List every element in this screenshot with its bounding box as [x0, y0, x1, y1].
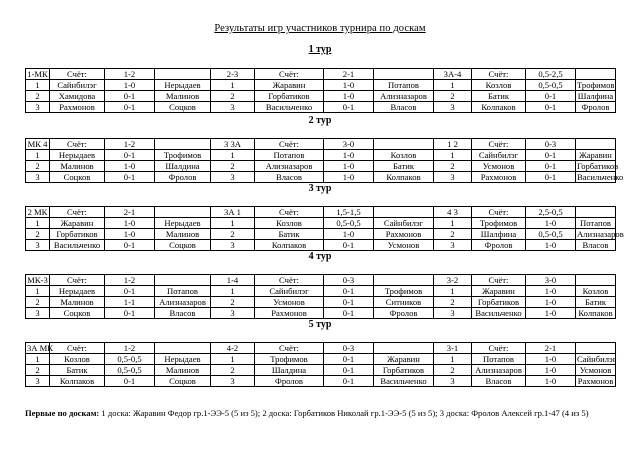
board-row: [26, 240, 616, 251]
game-result: 0-1: [105, 172, 155, 183]
player-white: Власов: [255, 172, 324, 183]
score-label: Счёт:: [255, 275, 324, 286]
player-white: Потапов: [255, 150, 324, 161]
score-label: Счёт:: [472, 275, 526, 286]
game-result: 1-0: [324, 172, 374, 183]
game-result: 1-0: [526, 365, 576, 376]
board-number: 1: [26, 354, 50, 365]
team-pair: 4-2: [211, 343, 255, 354]
game-result: 0,5-0,5: [526, 80, 576, 91]
round-label: 5 тур: [308, 319, 332, 330]
board-number: 1: [26, 80, 50, 91]
team-pair: 3А 1: [211, 207, 255, 218]
empty-cell: [374, 139, 434, 150]
match-score: 2-1: [324, 69, 374, 80]
board-number: 2: [434, 229, 472, 240]
match-score: 1-2: [105, 69, 155, 80]
player-white: Колпаков: [50, 376, 105, 387]
player-black: Рахмонов: [374, 229, 434, 240]
match-score: 0,5-2,5: [526, 69, 576, 80]
score-label: Счёт:: [472, 69, 526, 80]
board-row: [26, 102, 616, 113]
game-result: 1-0: [105, 161, 155, 172]
game-result: 1-0: [526, 240, 576, 251]
player-black: Колпаков: [576, 308, 616, 319]
game-result: 0-1: [526, 172, 576, 183]
player-white: Колпаков: [472, 102, 526, 113]
player-black: Соцков: [155, 376, 211, 387]
board-row: [26, 297, 616, 308]
player-black: Жаравин: [576, 150, 616, 161]
match-score: 0-3: [324, 275, 374, 286]
player-white: Рахмонов: [255, 308, 324, 319]
player-white: Власов: [472, 376, 526, 387]
empty-cell: [374, 69, 434, 80]
player-white: Потапов: [472, 354, 526, 365]
game-result: 0-1: [324, 365, 374, 376]
board-number: 2: [26, 297, 50, 308]
board-row: [26, 218, 616, 229]
game-result: 1-0: [324, 229, 374, 240]
game-result: 0-1: [105, 376, 155, 387]
player-white: Сайнбилэг: [472, 150, 526, 161]
player-white: Сайнбилэг: [50, 80, 105, 91]
empty-cell: [155, 69, 211, 80]
player-black: Батик: [374, 161, 434, 172]
score-label: Счёт:: [472, 343, 526, 354]
board-number: 3: [211, 308, 255, 319]
board-number: 2: [26, 161, 50, 172]
game-result: 1-0: [526, 376, 576, 387]
player-black: Батик: [576, 297, 616, 308]
board-number: 3: [434, 376, 472, 387]
game-result: 1-0: [526, 297, 576, 308]
player-black: Власов: [155, 308, 211, 319]
player-black: Жаравин: [374, 354, 434, 365]
board-row: [26, 91, 616, 102]
match-score: 1-2: [105, 343, 155, 354]
player-white: Васильченко: [255, 102, 324, 113]
player-white: Трофимов: [255, 354, 324, 365]
empty-cell: [155, 207, 211, 218]
board-number: 1: [434, 286, 472, 297]
empty-cell: [576, 139, 616, 150]
board-number: 1: [434, 354, 472, 365]
board-number: 2: [26, 365, 50, 376]
board-number: 2: [434, 91, 472, 102]
empty-cell: [374, 275, 434, 286]
game-result: 0-1: [324, 376, 374, 387]
player-white: Усмонов: [255, 297, 324, 308]
game-result: 0-1: [526, 161, 576, 172]
board-number: 2: [211, 229, 255, 240]
player-black: Колпаков: [374, 172, 434, 183]
game-result: 1-0: [324, 80, 374, 91]
board-number: 1: [434, 80, 472, 91]
footer-lead: Первые по доскам:: [25, 408, 100, 418]
game-result: 1-0: [526, 218, 576, 229]
player-white: Усмонов: [472, 161, 526, 172]
game-result: 0-1: [526, 102, 576, 113]
game-result: 0-1: [105, 102, 155, 113]
team-pair: 1 2: [434, 139, 472, 150]
score-label: Счёт:: [50, 207, 105, 218]
player-white: Шалдина: [255, 365, 324, 376]
player-white: Козлов: [255, 218, 324, 229]
footer-text: 1 доска: Жаравин Федор гр.1-ЭЭ-5 (5 из 5); 2 доска: Горбатиков Николай гр.1-ЭЭ-5 (5 из 5); 3 доска: Фролов Алексей гр.1-47 (4 из 5): [99, 408, 589, 418]
board-number: 2: [211, 297, 255, 308]
player-white: Ализназаров: [472, 365, 526, 376]
board-row: [26, 80, 616, 91]
player-black: Трофимов: [577, 80, 615, 90]
player-black: Горбатиков: [374, 365, 434, 376]
board-number: 1: [26, 218, 50, 229]
board-number: 3: [434, 102, 472, 113]
player-white: Фролов: [472, 240, 526, 251]
team-pair: 4 3: [434, 207, 472, 218]
team-pair: 3-2: [434, 275, 472, 286]
player-black: Фролов: [374, 308, 434, 319]
player-black: Соцков: [155, 102, 211, 113]
team-pair: МК 4: [26, 139, 50, 150]
player-black: Фролов: [576, 102, 616, 113]
board-number: 3: [26, 376, 50, 387]
empty-cell: [576, 69, 616, 80]
board-number: 3: [434, 172, 472, 183]
board-number: 2: [26, 229, 50, 240]
empty-cell: [155, 139, 211, 150]
team-pair: 1-МК: [27, 69, 48, 79]
match-score: 3-0: [526, 275, 576, 286]
empty-cell: [155, 275, 211, 286]
score-label: Счёт:: [50, 69, 105, 80]
round-label: 2 тур: [308, 115, 332, 126]
team-pair: 2 МК: [26, 207, 50, 218]
round-label: 4 тур: [308, 251, 332, 262]
board-number: 3: [434, 308, 472, 319]
team-pair: 3А-4: [434, 69, 472, 80]
board-number: 1: [211, 150, 255, 161]
game-result: 0-1: [526, 91, 576, 102]
empty-cell: [576, 275, 616, 286]
player-white: Батик: [50, 365, 105, 376]
game-result: 0-1: [105, 91, 155, 102]
board-row: [26, 172, 616, 183]
match-score: 0-3: [526, 139, 576, 150]
empty-cell: [155, 343, 211, 354]
player-black: Соцков: [155, 240, 211, 251]
board-number: 2: [26, 91, 50, 102]
game-result: 0,5-0,5: [526, 229, 576, 240]
match-score: 2-1: [526, 343, 576, 354]
empty-cell: [576, 343, 616, 354]
player-white: Васильченко: [50, 240, 105, 251]
player-white: Нерыдаев: [50, 286, 105, 297]
board-number: 1: [26, 150, 50, 161]
player-white: Рахмонов: [472, 172, 526, 183]
round-label: 3 тур: [308, 183, 332, 194]
player-black: Потапов: [576, 218, 616, 229]
round-results-table: [25, 342, 616, 387]
player-white: Васильченко: [472, 308, 526, 319]
player-black: Власов: [576, 240, 616, 251]
player-black: Шалдина: [155, 161, 211, 172]
board-number: 1: [211, 354, 255, 365]
player-white: Жаравин: [255, 80, 324, 91]
player-black: Фролов: [155, 172, 211, 183]
game-result: 0,5-0,5: [324, 218, 374, 229]
game-result: 0-1: [526, 150, 576, 161]
player-white: Шалфина: [472, 229, 526, 240]
document-title: Результаты игр участников турнира по доскам: [214, 23, 426, 34]
player-white: Нерыдаев: [50, 150, 105, 161]
score-label: Счёт:: [50, 275, 105, 286]
game-result: 1-1: [105, 297, 155, 308]
game-result: 0-1: [324, 286, 374, 297]
board-number: 1: [434, 150, 472, 161]
player-black: Ализназаров: [577, 229, 624, 239]
game-result: 0-1: [105, 308, 155, 319]
player-white: Хамидова: [50, 91, 105, 102]
player-black: Козлов: [374, 150, 434, 161]
game-result: 0-1: [324, 102, 374, 113]
board-number: 3: [211, 240, 255, 251]
board-row: [26, 286, 616, 297]
game-result: 0-1: [324, 297, 374, 308]
board-number: 3: [211, 376, 255, 387]
score-label: Счёт:: [255, 139, 324, 150]
board-row: [26, 365, 616, 376]
board-number: 1: [211, 218, 255, 229]
game-result: 0-1: [324, 354, 374, 365]
player-white: Фролов: [255, 376, 324, 387]
round-label: 1 тур: [308, 44, 332, 55]
game-result: 0,5-0,5: [105, 365, 155, 376]
board-number: 1: [26, 286, 50, 297]
board-number: 1: [434, 218, 472, 229]
board-number: 3: [26, 240, 50, 251]
board-row: [26, 376, 616, 387]
player-white: Козлов: [50, 354, 105, 365]
player-white: Жаравин: [50, 218, 105, 229]
game-result: 1-0: [324, 161, 374, 172]
player-white: Батик: [255, 229, 324, 240]
match-score: 1,5-1,5: [324, 207, 374, 218]
team-pair: 3 3А: [211, 139, 255, 150]
game-result: 1-0: [105, 229, 155, 240]
player-black: Козлов: [576, 286, 616, 297]
player-black: Нерыдаев: [155, 80, 211, 91]
game-result: 0-1: [105, 150, 155, 161]
player-black: Власов: [374, 102, 434, 113]
player-black: Сайнбилэг: [374, 218, 434, 229]
player-white: Жаравин: [472, 286, 526, 297]
player-white: Сайнбилэг: [255, 286, 324, 297]
board-number: 1: [211, 80, 255, 91]
board-number: 1: [211, 286, 255, 297]
score-label: Счёт:: [255, 343, 324, 354]
player-black: Усмонов: [374, 240, 434, 251]
player-black: Трофимов: [155, 150, 211, 161]
board-number: 3: [26, 308, 50, 319]
round-results-table: [25, 68, 616, 113]
match-score: 1-2: [105, 275, 155, 286]
board-number: 3: [211, 172, 255, 183]
board-row: [26, 161, 616, 172]
board-row: [26, 354, 616, 365]
match-score: 2-1: [105, 207, 155, 218]
board-number: 2: [434, 365, 472, 376]
player-black: Сайнбилэг: [577, 354, 617, 364]
score-label: Счёт:: [472, 207, 526, 218]
player-white: Трофимов: [472, 218, 526, 229]
team-pair: 3А МК: [27, 343, 54, 353]
first-by-boards-footer: [25, 408, 615, 419]
board-number: 3: [211, 102, 255, 113]
player-white: Козлов: [472, 80, 526, 91]
match-score: 2,5-0,5: [526, 207, 576, 218]
player-white: Батик: [472, 91, 526, 102]
match-score: 0-3: [324, 343, 374, 354]
player-black: Малинов: [155, 365, 211, 376]
team-pair: 1-4: [211, 275, 255, 286]
game-result: 1-0: [105, 80, 155, 91]
board-number: 2: [211, 161, 255, 172]
player-black: Малинов: [155, 91, 211, 102]
score-label: Счёт:: [50, 139, 105, 150]
player-white: Горбатиков: [472, 297, 526, 308]
board-row: [26, 150, 616, 161]
team-pair: 3-1: [434, 343, 472, 354]
player-black: Потапов: [374, 80, 434, 91]
board-number: 2: [434, 297, 472, 308]
player-white: Соцков: [50, 172, 105, 183]
player-white: Колпаков: [255, 240, 324, 251]
player-white: Горбатиков: [50, 229, 105, 240]
game-result: 1-0: [526, 354, 576, 365]
player-white: Ализназаров: [255, 161, 324, 172]
board-number: 3: [434, 240, 472, 251]
player-black: Горбатиков: [577, 161, 619, 171]
player-white: Малинов: [50, 297, 105, 308]
board-number: 2: [211, 91, 255, 102]
board-number: 3: [26, 102, 50, 113]
player-black: Рахмонов: [576, 376, 616, 387]
player-black: Ализназаров: [155, 297, 211, 308]
player-black: Нерыдаев: [155, 218, 211, 229]
score-label: Счёт:: [50, 343, 105, 354]
game-result: 0-1: [105, 240, 155, 251]
score-label: Счёт:: [472, 139, 526, 150]
round-results-table: [25, 206, 624, 251]
game-result: 0-1: [105, 286, 155, 297]
board-row: [26, 308, 616, 319]
player-black: Шалфина: [576, 91, 616, 102]
team-pair: 2-3: [211, 69, 255, 80]
player-white: Рахмонов: [50, 102, 105, 113]
board-number: 2: [434, 161, 472, 172]
player-black: Васильченко: [577, 172, 624, 182]
player-white: Горбатиков: [255, 91, 324, 102]
score-label: Счёт:: [255, 69, 324, 80]
round-results-table: [25, 274, 616, 319]
game-result: 1-0: [324, 91, 374, 102]
game-result: 1-0: [526, 286, 576, 297]
player-black: Нерыдаев: [155, 354, 211, 365]
empty-cell: [374, 207, 434, 218]
game-result: 0-1: [324, 240, 374, 251]
player-black: Ситников: [374, 297, 434, 308]
player-black: Васильченко: [374, 376, 434, 387]
player-black: Потапов: [155, 286, 211, 297]
score-label: Счёт:: [255, 207, 324, 218]
board-row: [26, 229, 616, 240]
game-result: 1-0: [105, 218, 155, 229]
empty-cell: [374, 343, 434, 354]
round-results-table: [25, 138, 624, 183]
match-score: 3-0: [324, 139, 374, 150]
game-result: 1-0: [324, 150, 374, 161]
match-score: 1-2: [105, 139, 155, 150]
player-white: Малинов: [50, 161, 105, 172]
player-black: Ализназаров: [374, 91, 434, 102]
board-number: 3: [26, 172, 50, 183]
player-black: Усмонов: [576, 365, 616, 376]
game-result: 0,5-0,5: [105, 354, 155, 365]
team-pair: МК-3: [27, 275, 48, 285]
game-result: 1-0: [526, 308, 576, 319]
player-black: Малинов: [155, 229, 211, 240]
empty-cell: [576, 207, 616, 218]
board-number: 2: [211, 365, 255, 376]
player-white: Соцков: [50, 308, 105, 319]
player-black: Трофимов: [374, 286, 434, 297]
game-result: 0-1: [324, 308, 374, 319]
